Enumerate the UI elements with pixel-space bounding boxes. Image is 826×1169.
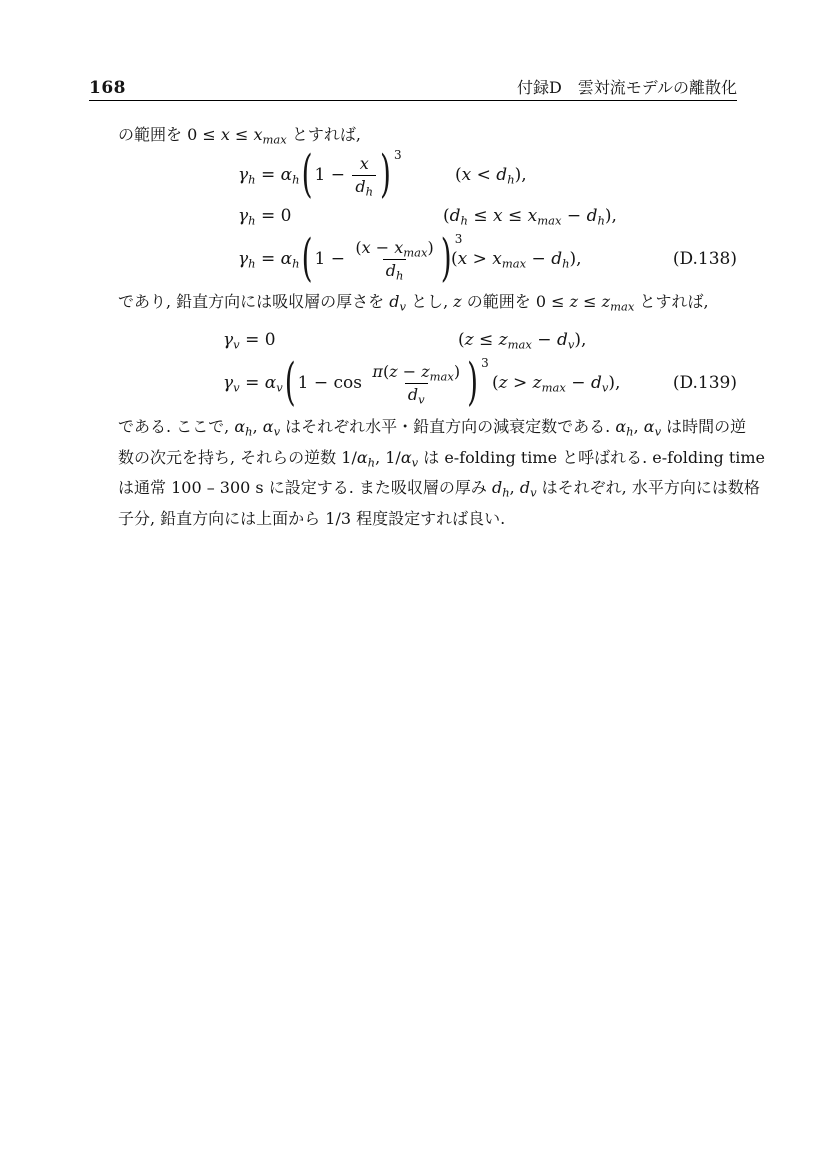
equation-d138 <box>118 144 737 288</box>
formula-term: 1 − <box>314 165 351 185</box>
fraction-denominator: $d_v$ <box>405 383 428 404</box>
right-paren: ) <box>467 352 479 412</box>
formula <box>238 228 463 288</box>
mid-line: であり, 鉛直方向には吸収層の厚さを $d_v$ とし, z の範囲を $0 \le z \le z_{max}$ とすれば, <box>118 292 709 314</box>
left-paren: ( <box>301 144 313 204</box>
formula-term: 1 − <box>314 249 351 269</box>
paragraph-line: である. ここで, $\alpha_h$, $\alpha_v$ はそれぞれ水平・鉛直方向の減衰定数である. $\alpha_h$, $\alpha_v$ は時間の逆 <box>118 417 747 439</box>
formula-lhs: $\gamma_h = 0$ <box>238 206 292 228</box>
equation-row-1 <box>118 144 737 204</box>
running-title: 付録D 雲対流モデルの離散化 <box>516 78 737 97</box>
fraction-denominator: $d_h$ <box>352 175 376 196</box>
formula <box>223 330 276 350</box>
equation-row-2 <box>118 202 737 230</box>
fraction <box>352 238 436 282</box>
right-paren: ) <box>440 228 452 288</box>
equation-row-3 <box>118 230 737 288</box>
condition: $(x > x_{max} - d_h)$, <box>451 249 582 271</box>
paragraph-line: は通常 100 – 300 s に設定する. また吸収層の厚み $d_h$, $d_v$ はそれぞれ, 水平方向には数格 <box>118 478 760 500</box>
formula <box>238 144 402 204</box>
formula-term: 1 − cos <box>297 373 368 393</box>
formula-lhs: $\gamma_v = 0$ <box>223 330 276 352</box>
formula-lhs: $\gamma_h = \alpha_h$ <box>238 165 300 187</box>
condition: $(x < d_h)$, <box>455 165 527 187</box>
equation-number: (D.139) <box>672 373 737 393</box>
equation-d139 <box>118 326 737 412</box>
formula <box>223 352 489 412</box>
left-paren: ( <box>301 228 313 288</box>
fraction-denominator: $d_h$ <box>383 259 407 280</box>
formula-lhs: $\gamma_v = \alpha_v$ <box>223 373 283 395</box>
exponent: 3 <box>481 356 489 370</box>
paragraph-line: 子分, 鉛直方向には上面から 1/3 程度設定すれば良い. <box>118 508 506 528</box>
exponent: 3 <box>393 148 402 162</box>
page-header <box>89 78 737 101</box>
fraction-numerator: $\pi(z - z_{max})$ <box>372 362 461 384</box>
right-paren: ) <box>380 144 391 204</box>
equation-row-1 <box>118 326 737 354</box>
fraction-numerator: $(x - x_{max})$ <box>355 238 434 260</box>
equation-row-2 <box>118 354 737 412</box>
formula-lhs: $\gamma_h = \alpha_h$ <box>238 249 300 271</box>
formula <box>238 206 291 226</box>
left-paren: ( <box>284 352 296 412</box>
condition: $(z \le z_{max} - d_v)$, <box>458 330 587 352</box>
fraction <box>369 362 463 406</box>
exponent: 3 <box>454 232 463 246</box>
paragraph-line: 数の次元を持ち, それらの逆数 $1/\alpha_h$, $1/\alpha_v$ は e-folding time と呼ばれる. e-folding time <box>118 447 766 469</box>
condition: $(z > z_{max} - d_v)$, <box>492 373 621 395</box>
body-paragraph <box>118 412 766 534</box>
fraction <box>352 154 376 198</box>
condition: $(d_h \le x \le x_{max} - d_h)$, <box>443 206 617 228</box>
intro-line: の範囲を $0 \le x \le x_{max}$ とすれば, <box>118 125 361 147</box>
equation-number: (D.138) <box>672 249 737 269</box>
page-number: 168 <box>89 78 126 98</box>
fraction-numerator: x <box>359 154 369 174</box>
